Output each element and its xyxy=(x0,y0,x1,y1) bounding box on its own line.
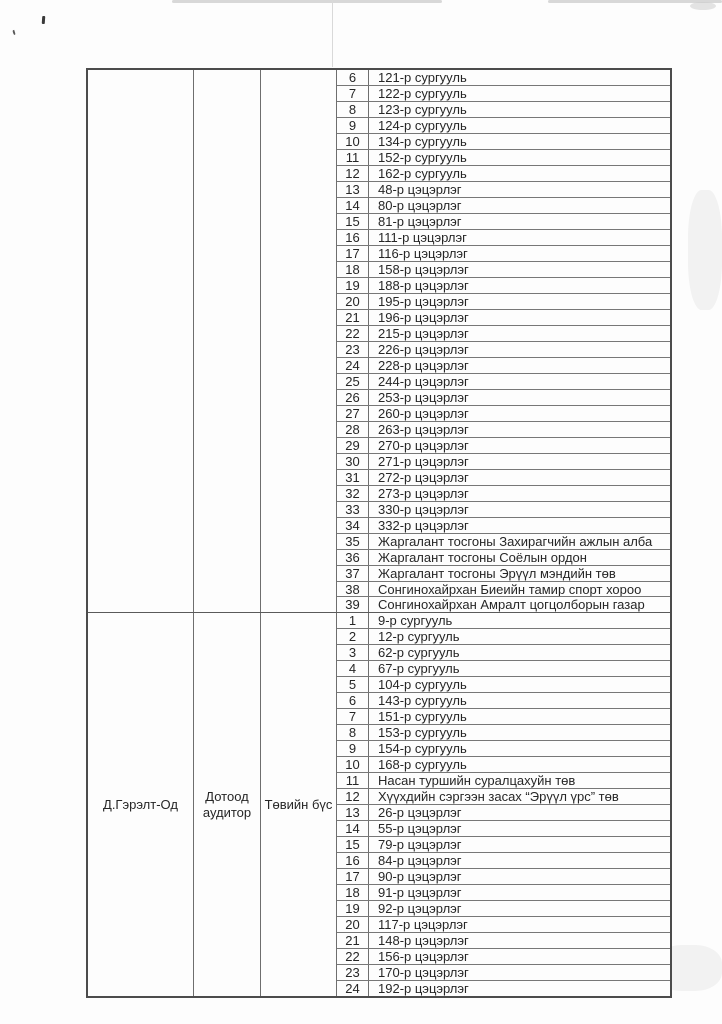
row-number: 12 xyxy=(337,166,369,181)
zone-cell xyxy=(261,70,337,612)
entity-name: 104-р сургууль xyxy=(378,677,467,693)
entity-name: 260-р цэцэрлэг xyxy=(378,405,469,421)
row-number: 14 xyxy=(337,198,369,213)
row-number: 28 xyxy=(337,422,369,437)
table-row xyxy=(337,502,670,518)
entity-name: 244-р цэцэрлэг xyxy=(378,373,469,389)
row-number: 20 xyxy=(337,917,369,932)
auditor-name-cell: Д.Гэрэлт-Од xyxy=(88,613,194,996)
row-number: 4 xyxy=(337,661,369,676)
row-number: 6 xyxy=(337,693,369,708)
table-row xyxy=(337,582,670,598)
table-row xyxy=(337,645,670,661)
pen-mark xyxy=(12,30,15,35)
entity-name: 156-р цэцэрлэг xyxy=(378,949,469,965)
row-number: 33 xyxy=(337,502,369,517)
row-number: 22 xyxy=(337,949,369,964)
row-number: 12 xyxy=(337,789,369,804)
entity-name: 67-р сургууль xyxy=(378,661,460,677)
row-number: 19 xyxy=(337,278,369,293)
entity-name: Хүүхдийн сэргээн засах “Эрүүл үрс” төв xyxy=(378,789,619,805)
table-row xyxy=(337,230,670,246)
table-row xyxy=(337,342,670,358)
entity-name: Насан туршийн суралцахуйн төв xyxy=(378,773,576,789)
row-number: 16 xyxy=(337,230,369,245)
row-number: 1 xyxy=(337,613,369,628)
table-row xyxy=(337,965,670,981)
table-row xyxy=(337,406,670,422)
row-number: 39 xyxy=(337,597,369,612)
entity-name: 62-р сургууль xyxy=(378,645,460,661)
table-row xyxy=(337,789,670,805)
table-row xyxy=(337,262,670,278)
table-row xyxy=(337,438,670,454)
entity-name: 153-р сургууль xyxy=(378,725,467,741)
row-number: 24 xyxy=(337,358,369,373)
entity-name: 79-р цэцэрлэг xyxy=(378,837,462,853)
entity-name: Жаргалант тосгоны Захирагчийн ажлын алба xyxy=(378,533,653,549)
entity-name: Сонгинохайрхан Биеийн тамир спорт хороо xyxy=(378,581,642,597)
row-number: 31 xyxy=(337,470,369,485)
table-row xyxy=(337,198,670,214)
entity-name: Сонгинохайрхан Амралт цогцолборын газар xyxy=(378,597,645,613)
entity-name: 228-р цэцэрлэг xyxy=(378,357,469,373)
entity-name: 273-р цэцэрлэг xyxy=(378,485,469,501)
auditor-role-cell xyxy=(194,70,261,612)
row-number: 21 xyxy=(337,310,369,325)
row-number: 26 xyxy=(337,390,369,405)
row-number: 6 xyxy=(337,70,369,85)
zone-cell: Төвийн бүс xyxy=(261,613,337,996)
row-number: 7 xyxy=(337,86,369,101)
table-row xyxy=(337,422,670,438)
row-number: 20 xyxy=(337,294,369,309)
row-number: 5 xyxy=(337,677,369,692)
entity-name: 26-р цэцэрлэг xyxy=(378,805,462,821)
table-row xyxy=(337,118,670,134)
entity-name: 48-р цэцэрлэг xyxy=(378,181,462,197)
table-row xyxy=(337,725,670,741)
entity-name: 122-р сургууль xyxy=(378,85,467,101)
row-number: 15 xyxy=(337,837,369,852)
table-row xyxy=(337,837,670,853)
table-row xyxy=(337,693,670,709)
row-number: 22 xyxy=(337,326,369,341)
table-row xyxy=(337,310,670,326)
row-number: 9 xyxy=(337,118,369,133)
table-row xyxy=(337,534,670,550)
entity-name: 123-р сургууль xyxy=(378,101,467,117)
entity-name: 253-р цэцэрлэг xyxy=(378,389,469,405)
entity-name: 143-р сургууль xyxy=(378,693,467,709)
paper-shade xyxy=(688,190,722,310)
table-row xyxy=(337,805,670,821)
entity-name: 151-р сургууль xyxy=(378,709,467,725)
entity-name: 188-р цэцэрлэг xyxy=(378,277,469,293)
audit-table xyxy=(86,68,672,998)
row-number: 19 xyxy=(337,901,369,916)
entity-name: 195-р цэцэрлэг xyxy=(378,293,469,309)
pen-mark xyxy=(42,16,46,24)
entity-name: 92-р цэцэрлэг xyxy=(378,901,462,917)
table-row xyxy=(337,917,670,933)
table-row xyxy=(337,821,670,837)
table-row xyxy=(337,358,670,374)
entity-name: 116-р цэцэрлэг xyxy=(378,245,468,261)
table-row xyxy=(337,677,670,693)
table-row xyxy=(337,885,670,901)
row-number: 2 xyxy=(337,629,369,644)
table-row xyxy=(337,102,670,118)
row-number: 9 xyxy=(337,741,369,756)
table-row xyxy=(337,166,670,182)
entity-name: 154-р сургууль xyxy=(378,741,467,757)
table-row xyxy=(337,949,670,965)
entity-name: 91-р цэцэрлэг xyxy=(378,885,462,901)
auditor-role-cell: Дотоод аудитор xyxy=(194,613,261,996)
row-number: 35 xyxy=(337,534,369,549)
row-number: 8 xyxy=(337,725,369,740)
row-number: 25 xyxy=(337,374,369,389)
row-number: 37 xyxy=(337,566,369,581)
table-row xyxy=(337,550,670,566)
row-number: 32 xyxy=(337,486,369,501)
entity-name: Жаргалант тосгоны Эрүүл мэндийн төв xyxy=(378,565,616,581)
entity-name: 270-р цэцэрлэг xyxy=(378,437,469,453)
entity-name: 271-р цэцэрлэг xyxy=(378,453,469,469)
table-row xyxy=(337,901,670,917)
table-row xyxy=(337,374,670,390)
row-number: 21 xyxy=(337,933,369,948)
auditor-group xyxy=(88,70,670,613)
table-row xyxy=(337,757,670,773)
table-row xyxy=(337,134,670,150)
row-number: 23 xyxy=(337,965,369,980)
row-number: 18 xyxy=(337,262,369,277)
entity-name: 196-р цэцэрлэг xyxy=(378,309,469,325)
table-row xyxy=(337,246,670,262)
entity-name: 12-р сургууль xyxy=(378,629,460,645)
entity-name: 168-р сургууль xyxy=(378,757,467,773)
entity-name: 162-р сургууль xyxy=(378,165,467,181)
row-number: 10 xyxy=(337,134,369,149)
entity-name: 55-р цэцэрлэг xyxy=(378,821,462,837)
table-row xyxy=(337,390,670,406)
entity-name: 111-р цэцэрлэг xyxy=(378,229,467,245)
scan-smudge xyxy=(690,2,716,10)
row-number: 13 xyxy=(337,805,369,820)
entity-name: 158-р цэцэрлэг xyxy=(378,261,469,277)
row-number: 3 xyxy=(337,645,369,660)
row-number: 8 xyxy=(337,102,369,117)
entity-name: 124-р сургууль xyxy=(378,117,467,133)
row-number: 17 xyxy=(337,869,369,884)
row-number: 16 xyxy=(337,853,369,868)
row-number: 7 xyxy=(337,709,369,724)
entity-name: 90-р цэцэрлэг xyxy=(378,869,462,885)
row-number: 13 xyxy=(337,182,369,197)
row-number: 27 xyxy=(337,406,369,421)
entity-name: Жаргалант тосгоны Соёлын ордон xyxy=(378,549,587,565)
entity-rows xyxy=(337,70,670,612)
entity-name: 332-р цэцэрлэг xyxy=(378,517,469,533)
row-number: 18 xyxy=(337,885,369,900)
table-row xyxy=(337,150,670,166)
table-row xyxy=(337,454,670,470)
entity-name: 226-р цэцэрлэг xyxy=(378,341,469,357)
table-row xyxy=(337,661,670,677)
row-number: 38 xyxy=(337,582,369,597)
table-row xyxy=(337,294,670,310)
table-row xyxy=(337,326,670,342)
table-row xyxy=(337,518,670,534)
entity-name: 80-р цэцэрлэг xyxy=(378,197,462,213)
row-number: 30 xyxy=(337,454,369,469)
row-number: 24 xyxy=(337,981,369,996)
entity-name: 84-р цэцэрлэг xyxy=(378,853,462,869)
entity-name: 192-р цэцэрлэг xyxy=(378,981,469,997)
table-row xyxy=(337,869,670,885)
entity-name: 170-р цэцэрлэг xyxy=(378,965,469,981)
table-row xyxy=(337,70,670,86)
row-number: 17 xyxy=(337,246,369,261)
row-number: 11 xyxy=(337,150,369,165)
table-row xyxy=(337,709,670,725)
entity-name: 121-р сургууль xyxy=(378,70,467,85)
row-number: 11 xyxy=(337,773,369,788)
table-row xyxy=(337,853,670,869)
table-row xyxy=(337,933,670,949)
table-row xyxy=(337,182,670,198)
table-row xyxy=(337,214,670,230)
table-row xyxy=(337,629,670,645)
entity-name: 152-р сургууль xyxy=(378,149,467,165)
entity-name: 81-р цэцэрлэг xyxy=(378,213,462,229)
table-row xyxy=(337,773,670,789)
entity-name: 9-р сургууль xyxy=(378,613,453,629)
scan-edge-artifact xyxy=(172,0,442,3)
entity-name: 272-р цэцэрлэг xyxy=(378,469,469,485)
table-row xyxy=(337,981,670,996)
entity-name: 215-р цэцэрлэг xyxy=(378,325,469,341)
auditor-name-cell xyxy=(88,70,194,612)
table-row xyxy=(337,486,670,502)
row-number: 34 xyxy=(337,518,369,533)
table-row xyxy=(337,597,670,612)
table-row xyxy=(337,741,670,757)
entity-name: 148-р цэцэрлэг xyxy=(378,933,469,949)
table-row xyxy=(337,613,670,629)
auditor-group xyxy=(88,613,670,996)
table-row xyxy=(337,86,670,102)
row-number: 15 xyxy=(337,214,369,229)
row-number: 36 xyxy=(337,550,369,565)
row-number: 29 xyxy=(337,438,369,453)
entity-name: 117-р цэцэрлэг xyxy=(378,917,468,933)
table-row xyxy=(337,566,670,582)
entity-name: 263-р цэцэрлэг xyxy=(378,421,469,437)
fold-line-artifact xyxy=(332,0,333,67)
row-number: 14 xyxy=(337,821,369,836)
row-number: 23 xyxy=(337,342,369,357)
entity-name: 134-р сургууль xyxy=(378,133,467,149)
table-row xyxy=(337,470,670,486)
entity-rows xyxy=(337,613,670,996)
entity-name: 330-р цэцэрлэг xyxy=(378,501,469,517)
row-number: 10 xyxy=(337,757,369,772)
table-row xyxy=(337,278,670,294)
